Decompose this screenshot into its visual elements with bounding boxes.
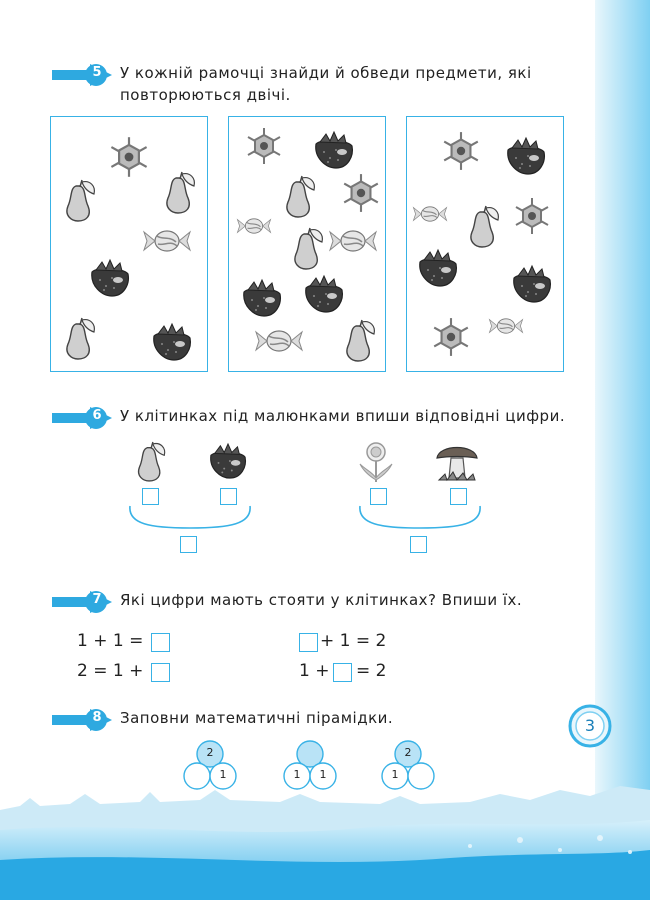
answer-box[interactable] [142,488,159,505]
answer-box[interactable] [299,633,318,652]
pear-icon [132,440,170,482]
candy-icon[interactable] [254,326,304,356]
winter-landscape-decoration [0,780,650,900]
strawberry-icon[interactable] [312,130,356,170]
pyramid-2-left: 1 [293,768,301,781]
snowflake-icon[interactable] [340,172,382,214]
task-7-text: Які цифри мають стояти у клітинках? Впиши їх. [120,591,523,609]
equation-text: 1 + [299,661,330,681]
sum-answer-box[interactable] [410,536,427,553]
equation-text: 2 = 1 + [77,661,144,681]
task-5-text-line1: У кожній рамочці знайди й обведи предмети, які [120,64,532,82]
pyramid-2-right: 1 [319,768,327,781]
task-5-text [120,62,532,106]
equation-text: = 2 [356,661,387,681]
pyramid-1-top: 2 [206,746,214,759]
pyramid-3-left: 1 [391,768,399,781]
pear-icon[interactable] [60,316,100,360]
snowflake-icon[interactable] [244,126,284,166]
answer-box[interactable] [220,488,237,505]
answer-box[interactable] [450,488,467,505]
sum-answer-box[interactable] [180,536,197,553]
answer-box[interactable] [333,663,352,682]
task-8-number: 8 [92,710,102,725]
mushroom-icon [434,440,480,484]
pear-icon[interactable] [288,226,328,270]
task-8-arrow-icon [52,707,114,733]
strawberry-icon[interactable] [150,322,194,362]
equation-text: 1 + 1 = [77,631,144,651]
bracket-left [120,504,260,534]
snowflake-icon[interactable] [512,196,552,236]
page-number: 3 [584,716,596,735]
task-5-arrow-icon [52,62,114,88]
candy-icon[interactable] [488,302,524,350]
strawberry-icon[interactable] [88,258,132,298]
answer-box[interactable] [370,488,387,505]
pear-icon[interactable] [60,178,100,222]
strawberry-icon[interactable] [504,136,548,176]
task-8-text: Заповни математичні пірамідки. [120,709,394,727]
pear-icon[interactable] [280,174,320,218]
pyramid-3-top: 2 [404,746,412,759]
strawberry-icon[interactable] [240,278,284,318]
task-5-text-line2: повторюються двічі. [120,86,291,104]
task-5-number: 5 [92,65,102,80]
task-6-number: 6 [92,408,102,423]
task-6-arrow-icon [52,405,114,431]
task-7-arrow-icon [52,589,114,615]
snowflake-icon[interactable] [107,135,151,179]
strawberry-icon[interactable] [416,248,460,288]
equation-text: + 1 = 2 [320,631,387,651]
pyramid-1-right: 1 [219,768,227,781]
dandelion-icon [356,440,396,484]
bracket-right [350,504,490,534]
candy-icon[interactable] [236,206,272,246]
candy-icon[interactable] [328,226,378,256]
pear-icon[interactable] [160,170,200,214]
strawberry-icon [206,442,250,480]
candy-icon[interactable] [412,190,448,238]
pear-icon[interactable] [464,204,504,248]
pear-icon[interactable] [340,318,380,362]
strawberry-icon[interactable] [510,264,554,304]
answer-box[interactable] [151,663,170,682]
answer-box[interactable] [151,633,170,652]
candy-icon[interactable] [142,226,192,256]
snowflake-icon[interactable] [440,130,482,172]
snowflake-icon[interactable] [430,316,472,358]
task-7-number: 7 [92,592,102,607]
strawberry-icon[interactable] [302,274,346,314]
task-6-text: У клітинках під малюнками впиши відповідні цифри. [120,407,566,425]
